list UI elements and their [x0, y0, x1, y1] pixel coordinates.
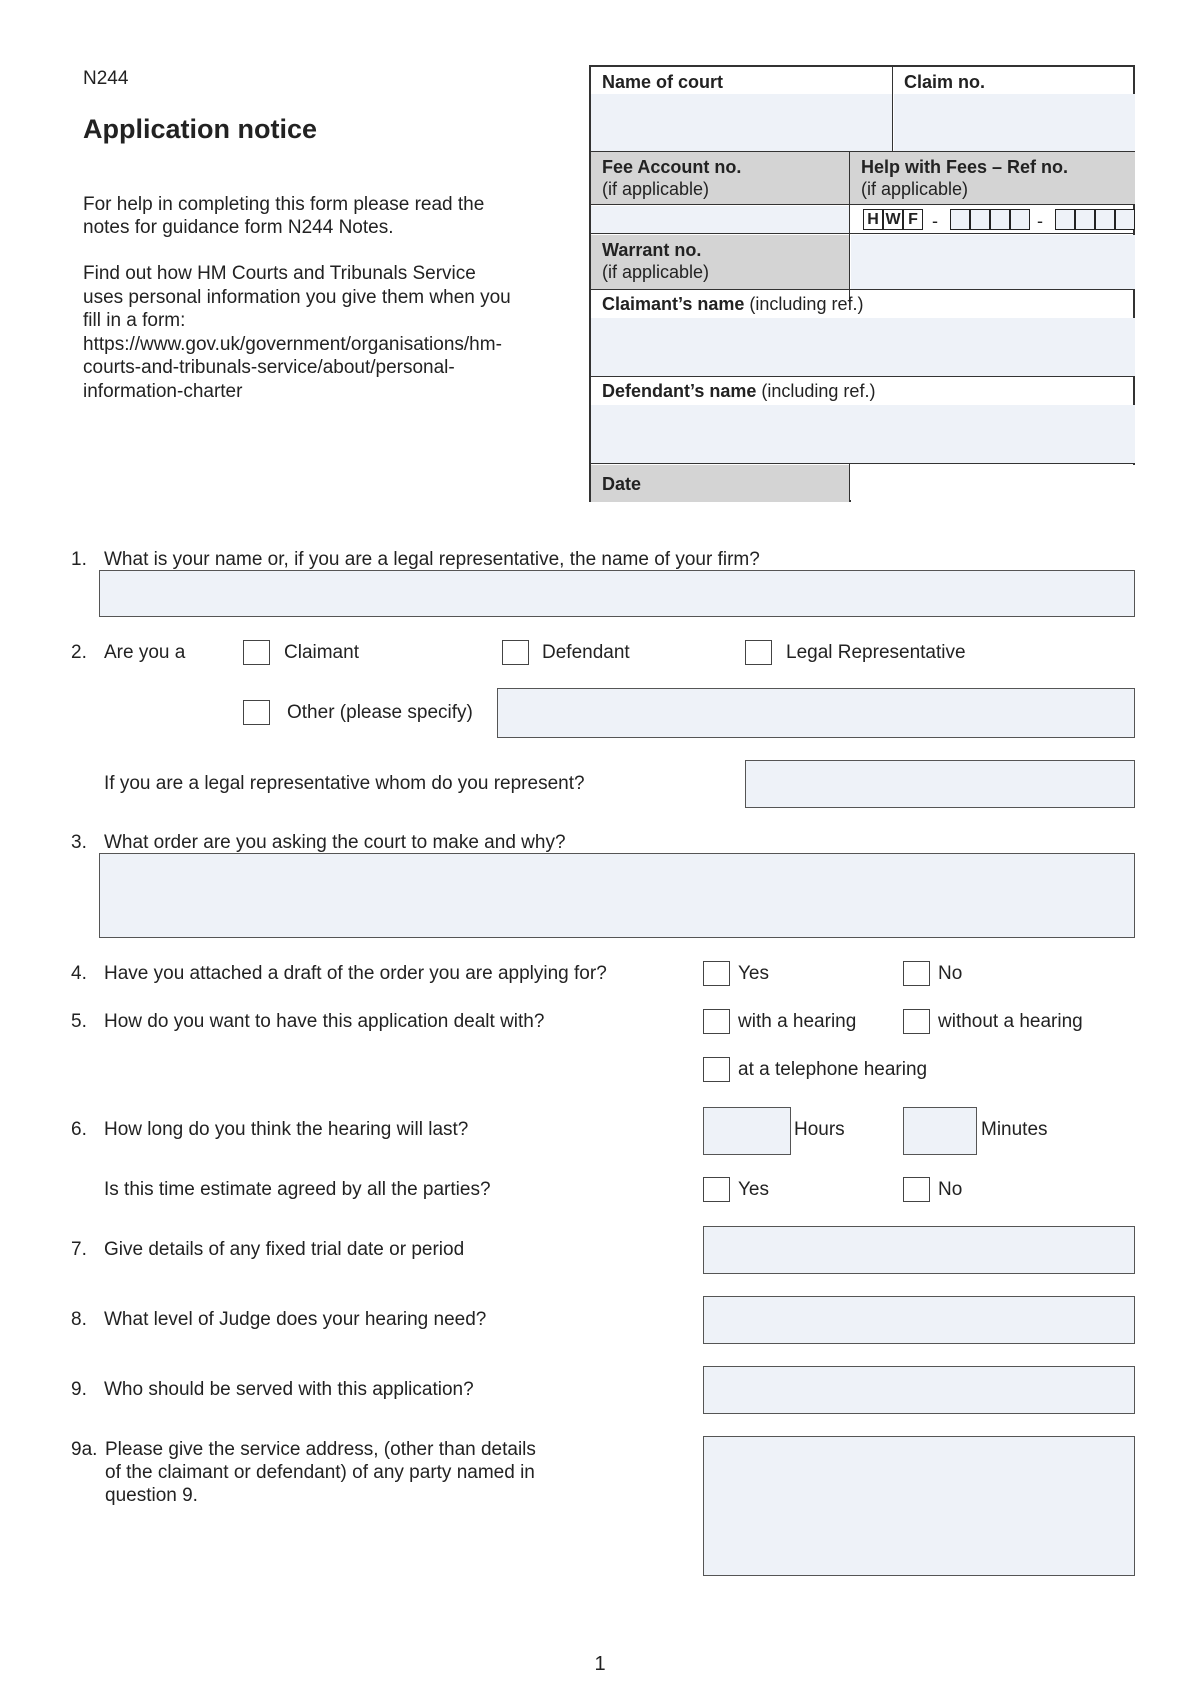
q7-text: Give details of any fixed trial date or period: [104, 1239, 465, 1260]
page-number: 1: [594, 1653, 606, 1675]
time-agreed-no-checkbox[interactable]: [903, 1177, 930, 1202]
q4-text: Have you attached a draft of the order you are applying for?: [104, 963, 607, 984]
q1-text: What is your name or, if you are a legal representative, the name of your firm?: [104, 549, 760, 570]
time-agreed-yes-checkbox[interactable]: [703, 1177, 730, 1202]
q5-number: 5.: [71, 1011, 87, 1032]
date-field[interactable]: [851, 465, 1135, 502]
q2-text: Are you a: [104, 642, 186, 663]
fixed-trial-date-field[interactable]: [703, 1226, 1135, 1274]
without-hearing-checkbox[interactable]: [903, 1009, 930, 1034]
claimant-option-label: Claimant: [284, 642, 359, 663]
hwf-digit-field[interactable]: [970, 209, 990, 230]
q8-text: What level of Judge does your hearing need?: [104, 1309, 487, 1330]
q6-number: 6.: [71, 1119, 87, 1140]
q6-text: How long do you think the hearing will last?: [104, 1119, 469, 1140]
service-address-field[interactable]: [703, 1436, 1135, 1576]
with-hearing-label: with a hearing: [738, 1011, 857, 1032]
draft-order-no-label: No: [938, 963, 963, 984]
claimant-name-label: Claimant’s name (including ref.): [602, 294, 864, 314]
fee-account-label: Fee Account no.: [602, 157, 742, 177]
served-parties-field[interactable]: [703, 1366, 1135, 1414]
q5-text: How do you want to have this application dealt with?: [104, 1011, 545, 1032]
with-hearing-checkbox[interactable]: [703, 1009, 730, 1034]
claimant-checkbox[interactable]: [243, 640, 270, 665]
warrant-field[interactable]: [851, 235, 1135, 289]
q9-text: Who should be served with this application?: [104, 1379, 474, 1400]
hwf-dash-2: -: [1037, 211, 1043, 231]
time-agreed-yes-label: Yes: [738, 1179, 769, 1200]
hwf-digit-field[interactable]: [950, 209, 970, 230]
minutes-field[interactable]: [903, 1107, 977, 1155]
q9a-text-line1: Please give the service address, (other than details: [105, 1439, 536, 1460]
name-of-court-label: Name of court: [602, 72, 724, 92]
claimant-name-field[interactable]: [591, 318, 1135, 376]
hwf-digit-field[interactable]: [1115, 209, 1135, 230]
hwf-dash-1: -: [932, 211, 938, 231]
form-code: N244: [83, 68, 129, 89]
legal-representative-checkbox[interactable]: [745, 640, 772, 665]
warrant-label: Warrant no.: [602, 240, 702, 260]
q2-number: 2.: [71, 642, 87, 663]
name-of-court-field[interactable]: [591, 94, 893, 151]
hwf-digit-field[interactable]: [1095, 209, 1115, 230]
defendant-checkbox[interactable]: [502, 640, 529, 665]
q4-number: 4.: [71, 963, 87, 984]
hours-label: Hours: [794, 1119, 845, 1140]
hwf-digit-field[interactable]: [1010, 209, 1030, 230]
applicant-name-field[interactable]: [99, 570, 1135, 617]
draft-order-yes-label: Yes: [738, 963, 769, 984]
hwf-letter-f: F: [903, 209, 923, 230]
order-requested-field[interactable]: [99, 853, 1135, 938]
fee-account-note: (if applicable): [602, 179, 710, 199]
draft-order-yes-checkbox[interactable]: [703, 961, 730, 986]
q3-number: 3.: [71, 832, 87, 853]
hwf-letter-h: H: [863, 209, 883, 230]
defendant-option-label: Defendant: [542, 642, 630, 663]
q3-text: What order are you asking the court to make and why?: [104, 832, 566, 853]
help-with-fees-note: (if applicable): [861, 179, 969, 199]
claim-no-label: Claim no.: [904, 72, 986, 92]
hwf-digit-field[interactable]: [1055, 209, 1075, 230]
court-details-box: [589, 65, 1135, 502]
q9a-text-line2: of the claimant or defendant) of any party named in: [105, 1462, 535, 1483]
hwf-letter-w: W: [883, 209, 903, 230]
other-checkbox[interactable]: [243, 700, 270, 725]
q9a-number: 9a.: [71, 1439, 98, 1460]
judge-level-field[interactable]: [703, 1296, 1135, 1344]
minutes-label: Minutes: [981, 1119, 1048, 1140]
other-option-label: Other (please specify): [287, 702, 473, 723]
without-hearing-label: without a hearing: [938, 1011, 1083, 1032]
claim-no-field[interactable]: [894, 94, 1135, 151]
q1-number: 1.: [71, 549, 87, 570]
fee-account-field[interactable]: [591, 206, 849, 233]
time-agreed-no-label: No: [938, 1179, 963, 1200]
telephone-hearing-checkbox[interactable]: [703, 1057, 730, 1082]
hwf-digit-field[interactable]: [990, 209, 1010, 230]
help-text: For help in completing this form please read the notes for guidance form N244 Notes.: [83, 194, 485, 238]
other-specify-field[interactable]: [497, 688, 1135, 738]
q9-number: 9.: [71, 1379, 87, 1400]
defendant-name-label: Defendant’s name (including ref.): [602, 381, 876, 401]
privacy-info-text: Find out how HM Courts and Tribunals Service uses personal information you give them when you fill in a form: https://www.gov.uk/government/organisations/hm-courts-and-tribunals-service/about/personal-information-charter: [83, 263, 511, 402]
q8-number: 8.: [71, 1309, 87, 1330]
hwf-digit-field[interactable]: [1075, 209, 1095, 230]
defendant-name-field[interactable]: [591, 405, 1135, 463]
q6-agreed-text: Is this time estimate agreed by all the parties?: [104, 1179, 491, 1200]
warrant-note: (if applicable): [602, 262, 710, 282]
q7-number: 7.: [71, 1239, 87, 1260]
date-label: Date: [602, 474, 642, 494]
draft-order-no-checkbox[interactable]: [903, 961, 930, 986]
q9a-text-line3: question 9.: [105, 1485, 198, 1506]
legal-representative-option-label: Legal Representative: [786, 642, 966, 663]
telephone-hearing-label: at a telephone hearing: [738, 1059, 928, 1080]
page-title: Application notice: [83, 114, 318, 144]
represented-party-field[interactable]: [745, 760, 1135, 808]
q2-followup-text: If you are a legal representative whom do you represent?: [104, 773, 585, 794]
help-with-fees-label: Help with Fees – Ref no.: [861, 157, 1069, 177]
hours-field[interactable]: [703, 1107, 791, 1155]
